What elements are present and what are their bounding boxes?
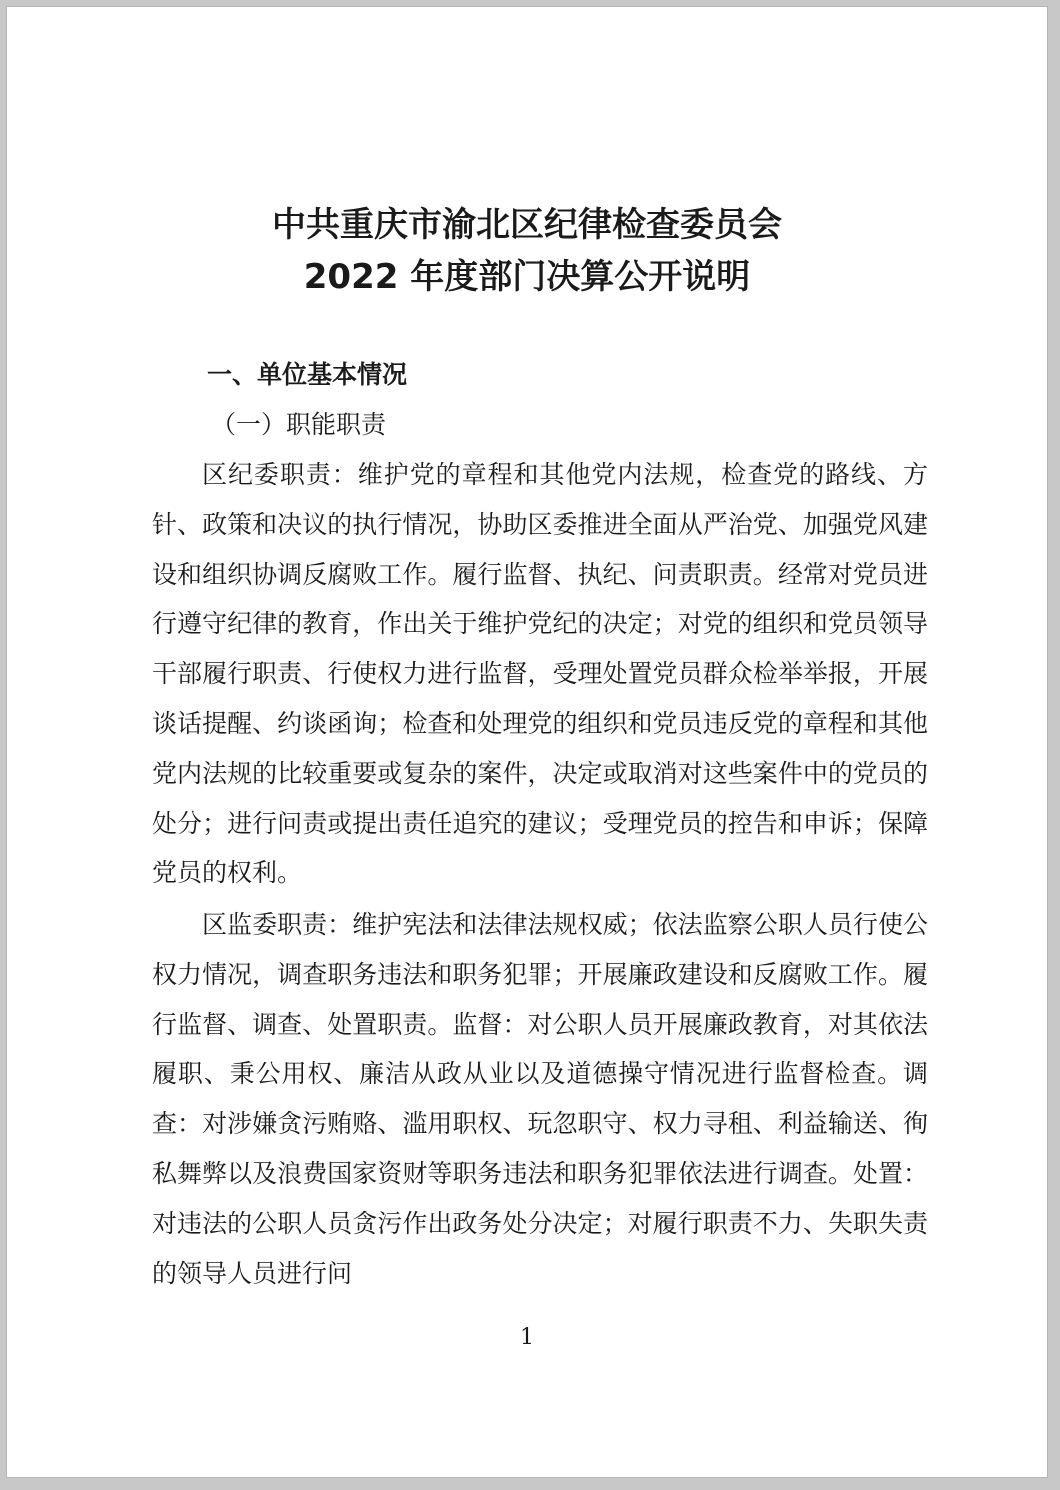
document-page bbox=[6, 6, 1048, 1478]
subsection-heading: （一）职能职责 bbox=[211, 410, 387, 439]
section-heading: 一、单位基本情况 bbox=[207, 360, 408, 389]
document-title-line2: 2022 年度部门决算公开说明 bbox=[303, 257, 751, 297]
page-number: 1 bbox=[520, 1325, 534, 1350]
paragraph-supervisory-duties: 区监委职责：维护宪法和法律法规权威；依法监察公职人员行使公权力情况，调查职务违法和职务犯罪；开展廉政建设和反腐败工作。履行监督、调查、处置职责。监督：对公职人员开展廉政教育，对其依法履职、秉公用权、廉洁从政从业以及道德操守情况进行监督检查。调查：对涉嫌贪污贿赂、滥用职权、玩忽职守、权力寻租、利益输送、徇私舞弊以及浪费国家资财等职务违法和职务犯罪依法进行调查。处置：对违法的公职人员贪污作出政务处分决定；对履行职责不力、失职失责的领导人员进行问 bbox=[152, 910, 928, 1288]
document-title-line1: 中共重庆市渝北区纪律检查委员会 bbox=[272, 205, 782, 245]
paragraph-commission-duties: 区纪委职责：维护党的章程和其他党内法规，检查党的路线、方针、政策和决议的执行情况，协助区委推进全面从严治党、加强党风建设和组织协调反腐败工作。履行监督、执纪、问责职责。经常对党员进行遵守纪律的教育，作出关于维护党纪的决定；对党的组织和党员领导干部履行职责、行使权力进行监督，受理处置党员群众检举举报，开展谈话提醒、约谈函询；检查和处理党的组织和党员违反党的章程和其他党内法规的比较重要或复杂的案件，决定或取消对这些案件中的党员的处分；进行问责或提出责任追究的建议；受理党员的控告和申诉；保障党员的权利。 bbox=[152, 460, 928, 888]
